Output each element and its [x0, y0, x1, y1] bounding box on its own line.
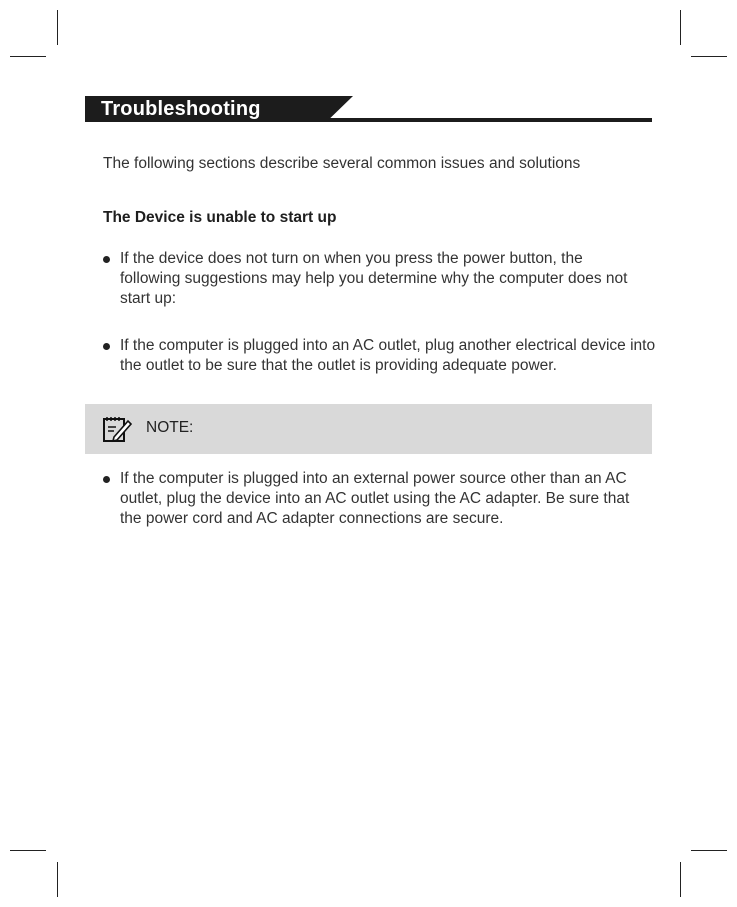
crop-mark-top-right-vertical	[680, 10, 681, 45]
list-item	[103, 336, 663, 376]
list-item-text: If the computer is plugged into an AC outlet, plug another electrical device into the outlet to be sure that the outlet is providing adequate power.	[120, 337, 656, 374]
note-label: NOTE:	[146, 419, 194, 436]
list-item	[103, 249, 663, 309]
section-title-rule	[320, 118, 652, 122]
crop-mark-bottom-left-vertical	[57, 862, 58, 897]
list-item	[103, 469, 663, 529]
bullet-icon	[103, 256, 110, 263]
bullet-icon	[103, 476, 110, 483]
list-item-text: If the device does not turn on when you press the power button, the following suggestions may help you determine why the computer does not start up:	[120, 250, 628, 307]
crop-mark-bottom-left-horizontal	[10, 850, 46, 851]
note-edit-icon	[102, 415, 132, 443]
intro-paragraph: The following sections describe several common issues and solutions	[103, 155, 581, 172]
bullet-icon	[103, 343, 110, 350]
list-item-text: If the computer is plugged into an external power source other than an AC outlet, plug the device into an AC outlet using the AC adapter. Be sure that the power cord and AC adapter connections are secure.	[120, 470, 630, 527]
note-callout	[85, 404, 652, 454]
page-title: Troubleshooting	[101, 98, 261, 120]
section-heading: The Device is unable to start up	[103, 209, 337, 226]
crop-mark-top-left-vertical	[57, 10, 58, 45]
crop-mark-bottom-right-horizontal	[691, 850, 727, 851]
crop-mark-bottom-right-vertical	[680, 862, 681, 897]
crop-mark-top-left-horizontal	[10, 56, 46, 57]
crop-mark-top-right-horizontal	[691, 56, 727, 57]
